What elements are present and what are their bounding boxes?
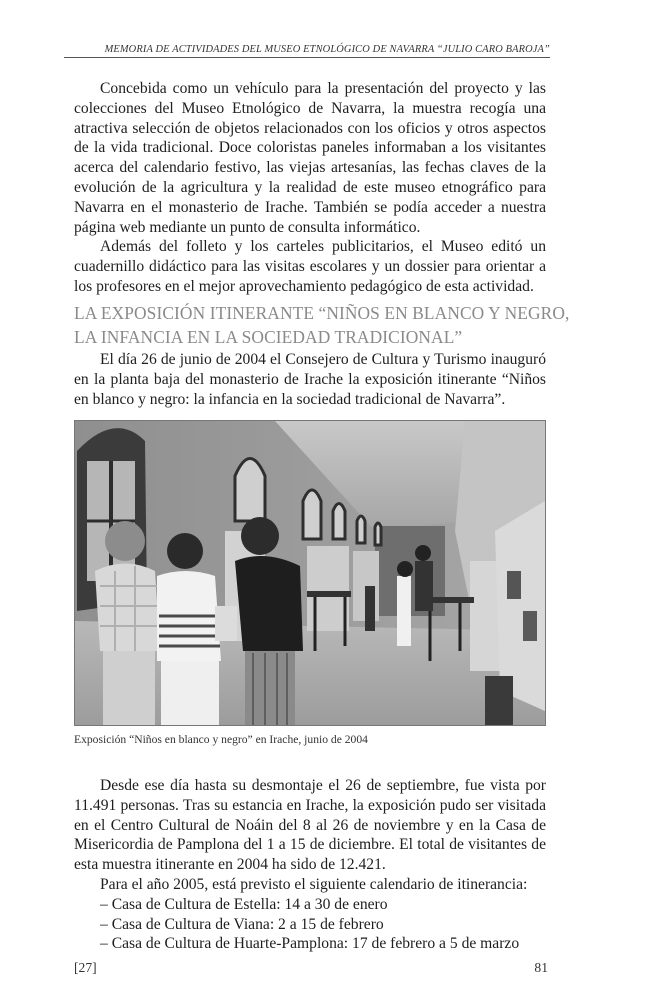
section-heading-line: LA EXPOSICIÓN ITINERANTE “NIÑOS EN BLANCO Y NEGRO,: [74, 303, 570, 323]
itinerary-item: – Casa de Cultura de Estella: 14 a 30 de enero: [100, 895, 388, 913]
section-heading-line: LA INFANCIA EN LA SOCIEDAD TRADICIONAL”: [74, 327, 463, 347]
intro-text-block: [74, 79, 546, 297]
exhibition-photo: [74, 420, 546, 726]
closing-text-block: [74, 776, 546, 954]
exhibition-intro: [74, 350, 546, 409]
paragraph: El día 26 de junio de 2004 el Consejero de Cultura y Turismo inauguró en la planta baja del monasterio de Irache la exposición itinerante “Niños en blanco y negro: la infancia en la sociedad tradicional de Navarra”.: [74, 351, 546, 408]
photo-illustration: [75, 421, 546, 726]
section-heading: [74, 301, 570, 349]
folio-bracket-number: [27]: [74, 960, 97, 975]
running-head: MEMORIA DE ACTIVIDADES DEL MUSEO ETNOLÓGICO DE NAVARRA “JULIO CARO BAROJA”: [64, 44, 550, 58]
paragraph: Para el año 2005, está previsto el siguiente calendario de itinerancia:: [100, 875, 528, 893]
itinerary-list: [74, 895, 546, 954]
paragraph: Además del folleto y los carteles publicitarios, el Museo editó un cuadernillo didáctico para las visitas escolares y un dossier para orientar a los profesores en el mejor aprovechamiento pedagógico de esta actividad.: [74, 238, 546, 295]
itinerary-item: – Casa de Cultura de Viana: 2 a 15 de febrero: [100, 915, 384, 933]
paragraph: Concebida como un vehículo para la presentación del proyecto y las colecciones del Museo Etnológico de Navarra, la muestra recogía una atractiva selección de objetos relacionados con los oficios y otros aspectos de la vida tradicional. Doce coloristas paneles informaban a los visitantes acerca del calendario festivo, las viejas artesanías, las fechas claves de la evolución de la agricultura y la realidad de este museo etnográfico para Navarra en el monasterio de Irache. También se podía acceder a nuestra página web mediante un punto de consulta informático.: [74, 80, 546, 236]
paragraph: Desde ese día hasta su desmontaje el 26 de septiembre, fue vista por 11.491 personas. Tras su estancia en Irache, la exposición pudo ser visitada en el Centro Cultural de Noáin del 8 al 26 de noviembre y en la Casa de Misericordia de Pamplona del 1 a 15 de diciembre. El total de visitantes de esta muestra itinerante en 2004 ha sido de 12.421.: [74, 777, 546, 874]
itinerary-item: – Casa de Cultura de Huarte-Pamplona: 17 de febrero a 5 de marzo: [100, 935, 520, 953]
page-number: 81: [534, 960, 548, 975]
figure-caption: Exposición “Niños en blanco y negro” en Irache, junio de 2004: [74, 733, 368, 746]
